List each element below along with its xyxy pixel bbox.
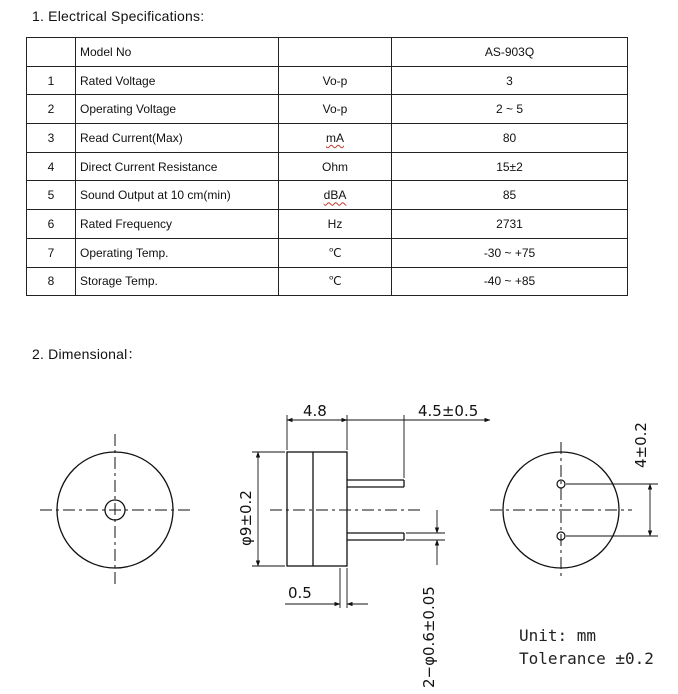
row-number: 6 <box>27 210 76 239</box>
row-unit: ℃ <box>279 238 392 267</box>
table-row <box>27 152 628 181</box>
table-row <box>27 181 628 210</box>
dim-pin-length-label: 4.5±0.5 <box>418 402 479 420</box>
dim-diameter-label: φ9±0.2 <box>237 490 255 546</box>
dim-base-label: 0.5 <box>288 584 312 602</box>
side-dimensions <box>252 415 490 608</box>
row-unit: Ohm <box>279 152 392 181</box>
row-number: 5 <box>27 181 76 210</box>
row-parameter: Rated Frequency <box>76 210 279 239</box>
buzzer-side-view <box>270 452 420 566</box>
header-model-value: AS-903Q <box>392 38 628 67</box>
row-number: 8 <box>27 267 76 296</box>
row-value: 15±2 <box>392 152 628 181</box>
dimensional-drawing <box>0 370 678 694</box>
table-row <box>27 210 628 239</box>
row-unit: mA <box>279 124 392 153</box>
row-unit: dBA <box>279 181 392 210</box>
table-row <box>27 95 628 124</box>
row-parameter: Operating Temp. <box>76 238 279 267</box>
row-parameter: Operating Voltage <box>76 95 279 124</box>
buzzer-top-view <box>40 434 190 586</box>
header-no <box>27 38 76 67</box>
row-parameter: Read Current(Max) <box>76 124 279 153</box>
dim-pins-label: 2−φ0.6±0.05 <box>420 586 438 688</box>
row-number: 3 <box>27 124 76 153</box>
header-unit <box>279 38 392 67</box>
row-number: 4 <box>27 152 76 181</box>
tolerance-note: Tolerance ±0.2 <box>519 649 654 668</box>
unit-note: Unit: mm <box>519 626 597 645</box>
dimensional-title: 2. Dimensional： <box>32 346 142 362</box>
row-unit: Vo-p <box>279 66 392 95</box>
row-value: -40 ~ +85 <box>392 267 628 296</box>
row-number: 7 <box>27 238 76 267</box>
row-value: 3 <box>392 66 628 95</box>
row-value: -30 ~ +75 <box>392 238 628 267</box>
row-parameter: Sound Output at 10 cm(min) <box>76 181 279 210</box>
row-parameter: Rated Voltage <box>76 66 279 95</box>
row-unit: Hz <box>279 210 392 239</box>
table-row <box>27 66 628 95</box>
row-value: 85 <box>392 181 628 210</box>
row-value: 2731 <box>392 210 628 239</box>
electrical-specs-title: 1. Electrical Specifications: <box>32 8 205 24</box>
table-header-row <box>27 38 628 67</box>
row-parameter: Storage Temp. <box>76 267 279 296</box>
row-unit: ℃ <box>279 267 392 296</box>
row-value: 80 <box>392 124 628 153</box>
buzzer-bottom-view <box>490 442 632 576</box>
dim-width-label: 4.8 <box>303 402 327 420</box>
table-row <box>27 124 628 153</box>
row-number: 2 <box>27 95 76 124</box>
table-row <box>27 238 628 267</box>
table-row <box>27 267 628 296</box>
row-number: 1 <box>27 66 76 95</box>
dim-pin-spacing-label: 4±0.2 <box>632 422 650 468</box>
row-value: 2 ~ 5 <box>392 95 628 124</box>
header-model-label: Model No <box>76 38 279 67</box>
row-unit: Vo-p <box>279 95 392 124</box>
row-parameter: Direct Current Resistance <box>76 152 279 181</box>
electrical-specs-table <box>26 37 628 296</box>
